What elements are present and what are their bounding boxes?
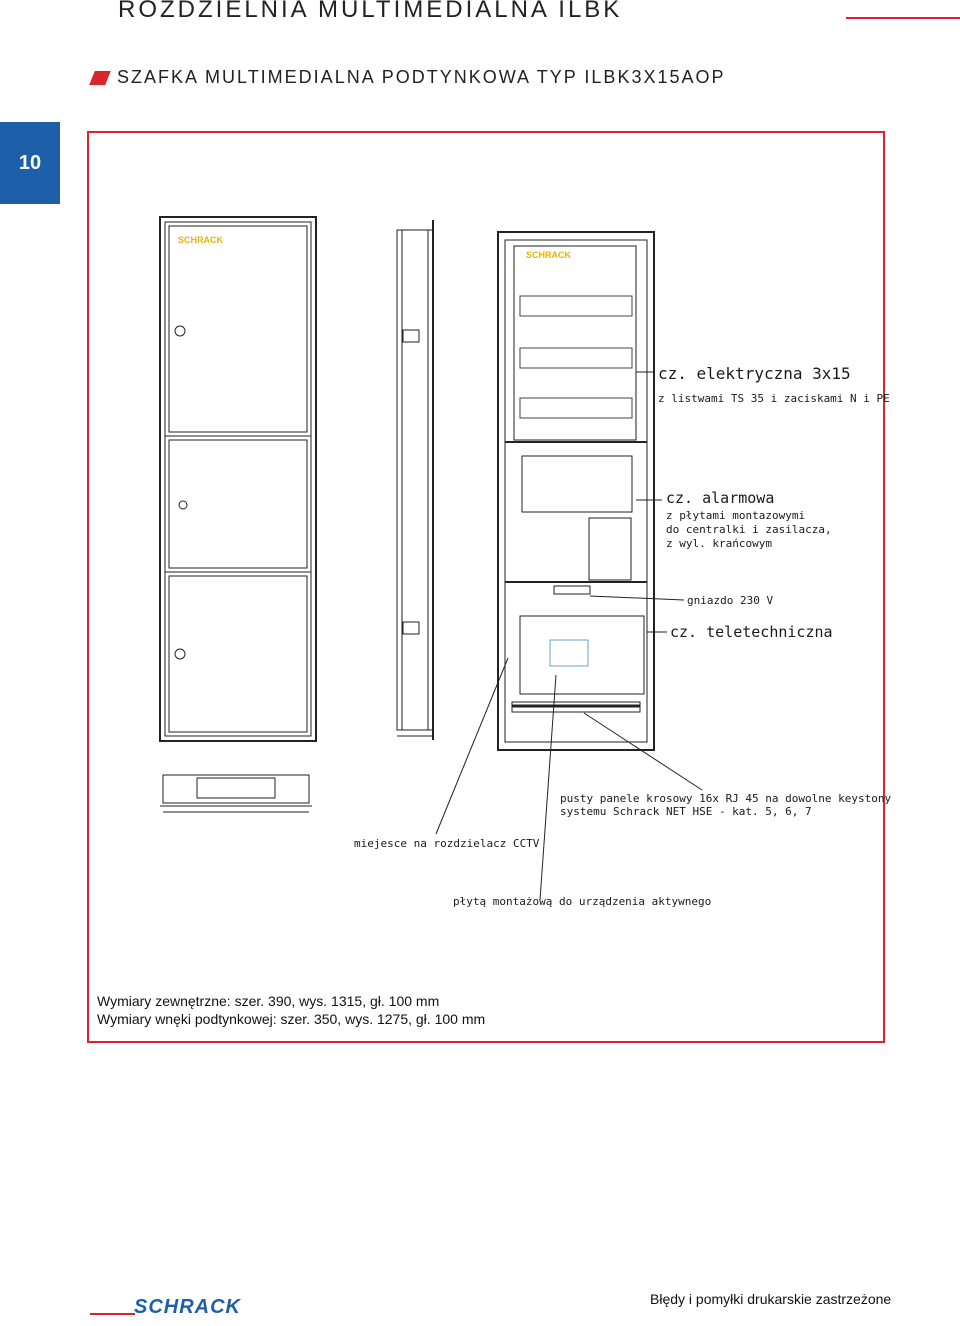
front-logo: SCHRACK bbox=[178, 235, 223, 245]
label-cctv: miejesce na rozdzielacz CCTV bbox=[354, 837, 540, 850]
label-alarm-title: cz. alarmowa bbox=[666, 489, 775, 507]
label-patch-2: systemu Schrack NET HSE - kat. 5, 6, 7 bbox=[560, 805, 812, 818]
side-view-cabinet bbox=[397, 220, 433, 740]
label-alarm-desc-3: z wyl. krańcowym bbox=[666, 537, 772, 550]
recess-dimensions: Wymiary wnęki podtynkowej: szer. 350, wys. 1275, gł. 100 mm bbox=[97, 1011, 486, 1027]
page-number-tab: 10 bbox=[0, 122, 60, 204]
leader-lines bbox=[436, 372, 702, 900]
label-telecom-title: cz. teletechniczna bbox=[670, 623, 833, 641]
footer-rule bbox=[90, 1313, 135, 1315]
external-dimensions: Wymiary zewnętrzne: szer. 390, wys. 1315, gł. 100 mm bbox=[97, 993, 440, 1009]
label-patch-1: pusty panele krosowy 16x RJ 45 na dowolne keystony bbox=[560, 792, 892, 805]
lock-icon bbox=[179, 501, 187, 509]
open-view-cabinet bbox=[498, 232, 654, 750]
section-subtitle: SZAFKA MULTIMEDIALNA PODTYNKOWA TYP ILBK3X15AOP bbox=[117, 67, 726, 87]
front-view-cabinet bbox=[160, 217, 316, 741]
lock-icon bbox=[175, 326, 185, 336]
label-active-plate: płytą montażową do urządzenia aktywnego bbox=[453, 895, 712, 908]
lock-icon bbox=[175, 649, 185, 659]
top-view-cabinet bbox=[160, 775, 312, 812]
page-title: ROZDZIELNIA MULTIMEDIALNA ILBK bbox=[118, 0, 623, 23]
label-alarm-desc-2: do centralki i zasilacza, bbox=[666, 523, 832, 536]
label-electrical-desc: z listwami TS 35 i zaciskami N i PE bbox=[658, 392, 890, 405]
open-logo: SCHRACK bbox=[526, 250, 571, 260]
label-alarm-desc-1: z płytami montazowymi bbox=[666, 509, 806, 522]
disclaimer-text: Błędy i pomyłki drukarskie zastrzeżone bbox=[650, 1291, 892, 1307]
label-socket: gniazdo 230 V bbox=[687, 594, 774, 607]
brand-logo: SCHRACK bbox=[134, 1296, 241, 1318]
label-electrical-title: cz. elektryczna 3x15 bbox=[658, 364, 851, 383]
